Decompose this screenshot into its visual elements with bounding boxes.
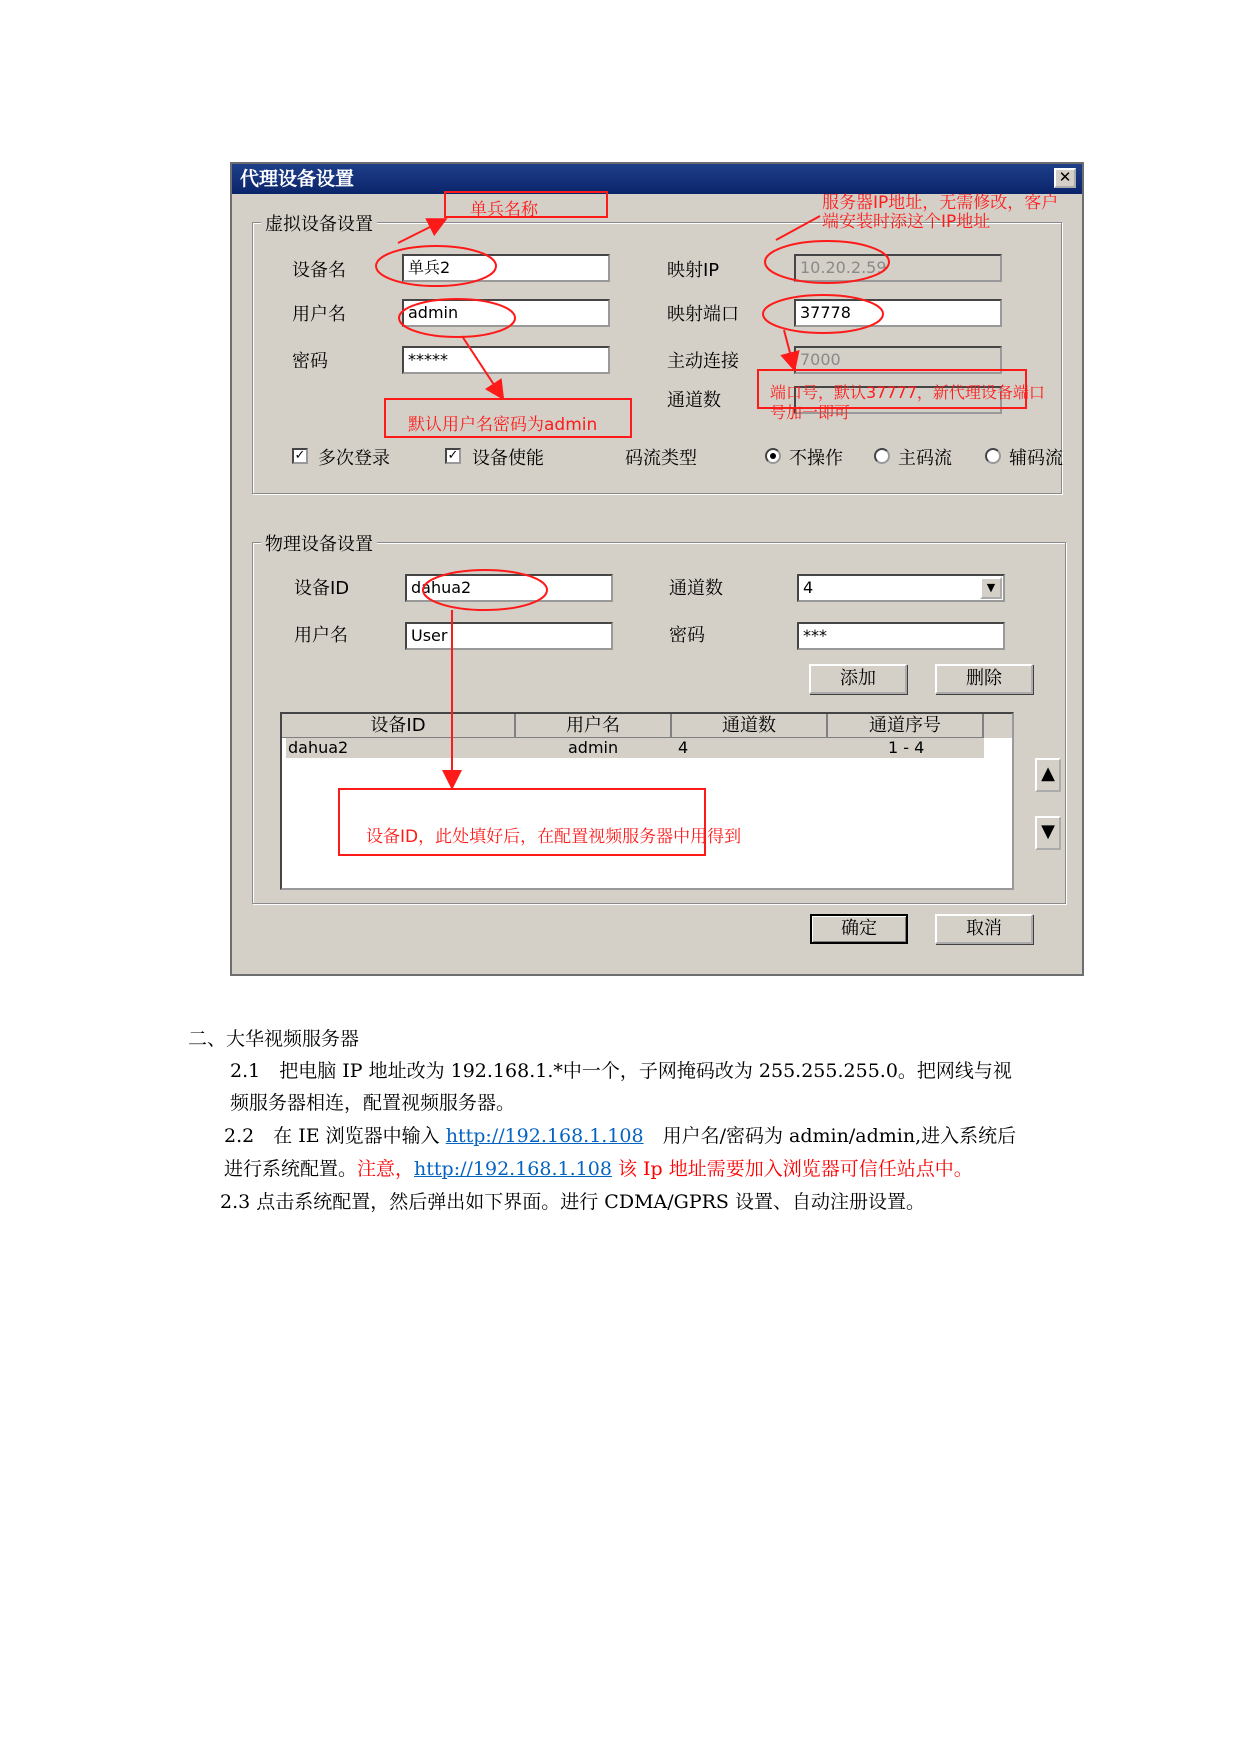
chevron-down-icon[interactable]: ▼: [980, 577, 1002, 599]
paragraph-2-1-line1: 2.1 把电脑 IP 地址改为 192.168.1.*中一个，子网掩码改为 255.255.255.0。把网线与视: [230, 1060, 1012, 1082]
add-button[interactable]: 添加: [809, 664, 907, 694]
column-header-username[interactable]: 用户名: [516, 714, 672, 738]
map-ip-input: 10.20.2.59: [794, 254, 1002, 282]
active-connection-label: 主动连接: [667, 351, 739, 372]
annotation-ellipse-device-name: [376, 246, 496, 286]
device-id-label: 设备ID: [294, 578, 350, 599]
cell-device-id: dahua2: [288, 738, 349, 757]
stream-main-label: 主码流: [898, 448, 952, 469]
map-port-label: 映射端口: [667, 304, 739, 325]
annotation-ellipse-username: [399, 299, 515, 337]
annotation-port-line2: 号加一即可: [770, 403, 851, 422]
username-label: 用户名: [292, 304, 346, 325]
annotation-server-ip-line2: 端安装时添这个IP地址: [822, 212, 991, 232]
ie-url-link[interactable]: http://192.168.1.108: [445, 1125, 644, 1147]
column-header-device-id[interactable]: 设备ID: [282, 714, 516, 738]
cell-channel-index: 1 - 4: [888, 738, 925, 757]
multi-login-checkbox[interactable]: ✓: [292, 448, 308, 464]
phys-channel-count-label: 通道数: [669, 578, 723, 599]
annotation-default-credentials: 默认用户名密码为admin: [408, 415, 598, 435]
virtual-group-title: 虚拟设备设置: [261, 210, 377, 236]
p22-prefix: 2.2 在 IE 浏览器中输入: [224, 1125, 446, 1147]
p22-suffix: 用户名/密码为 admin/admin,进入系统后: [643, 1125, 1017, 1147]
p22-note-label: 注意，: [357, 1158, 415, 1180]
cell-username: admin: [568, 738, 619, 757]
close-icon[interactable]: ✕: [1054, 168, 1076, 188]
physical-group-title: 物理设备设置: [261, 530, 377, 556]
device-name-input[interactable]: 单兵2: [402, 254, 610, 282]
stream-none-label: 不操作: [789, 448, 843, 469]
annotation-ellipse-map-ip: [765, 241, 889, 283]
cell-channel-count: 4: [678, 738, 689, 757]
paragraph-2-3: 2.3 点击系统配置，然后弹出如下界面。进行 CDMA/GPRS 设置、自动注册设置。: [220, 1191, 925, 1213]
dialog-title: 代理设备设置: [240, 168, 355, 190]
ok-button[interactable]: 确定: [810, 914, 908, 944]
p22-line2-prefix: 进行系统配置。: [224, 1158, 358, 1180]
annotation-soldier-name: 单兵名称: [470, 200, 538, 220]
device-enable-label: 设备使能: [472, 448, 544, 469]
annotation-arrow-credentials: [462, 336, 502, 397]
password-label: 密码: [292, 351, 328, 372]
phys-username-input[interactable]: User: [405, 622, 613, 650]
stream-sub-label: 辅码流: [1009, 448, 1063, 469]
phys-password-label: 密码: [669, 625, 705, 646]
annotation-arrow-soldier: [398, 220, 444, 243]
paragraph-2-2-line1: [224, 1121, 1016, 1148]
p22-note-tail: 该 Ip 地址需要加入浏览器可信任站点中。: [611, 1158, 973, 1180]
channel-count-label: 通道数: [667, 390, 721, 411]
annotation-device-id-note: 设备ID，此处填好后，在配置视频服务器中用得到: [366, 827, 742, 847]
trusted-site-url-link[interactable]: http://192.168.1.108: [414, 1158, 612, 1180]
annotation-arrow-server-ip: [776, 216, 820, 240]
active-connection-input: 7000: [794, 346, 1002, 374]
annotation-arrow-port: [784, 330, 794, 368]
move-down-icon[interactable]: ▼: [1035, 816, 1061, 850]
column-header-channel-index[interactable]: 通道序号: [828, 714, 984, 738]
annotation-port-line1: 端口号，默认37777，新代理设备端口: [770, 383, 1045, 402]
annotation-ellipse-device-id: [423, 570, 547, 610]
map-port-input[interactable]: 37778: [794, 299, 1002, 327]
paragraph-2-2-line2: [224, 1154, 973, 1181]
phys-username-label: 用户名: [294, 625, 348, 646]
paragraph-2-1-line2: 频服务器相连，配置视频服务器。: [230, 1092, 516, 1114]
phys-password-input[interactable]: ***: [797, 622, 1005, 650]
column-header-channel-count[interactable]: 通道数: [672, 714, 828, 738]
section-heading: 二、大华视频服务器: [188, 1028, 360, 1050]
map-ip-label: 映射IP: [667, 260, 720, 281]
stream-type-label: 码流类型: [625, 448, 697, 469]
channel-count-value: 4: [803, 578, 814, 597]
cancel-button[interactable]: 取消: [935, 914, 1033, 944]
move-up-icon[interactable]: ▲: [1035, 758, 1061, 792]
annotation-ellipse-map-port: [763, 295, 883, 333]
multi-login-label: 多次登录: [318, 448, 390, 469]
delete-button[interactable]: 删除: [935, 664, 1033, 694]
device-enable-checkbox[interactable]: ✓: [445, 448, 461, 464]
device-id-input[interactable]: dahua2: [405, 574, 613, 602]
device-name-label: 设备名: [292, 260, 346, 281]
username-input[interactable]: admin: [402, 299, 610, 327]
annotation-server-ip-line1: 服务器IP地址，无需修改，客户: [822, 193, 1059, 213]
password-input[interactable]: *****: [402, 346, 610, 374]
